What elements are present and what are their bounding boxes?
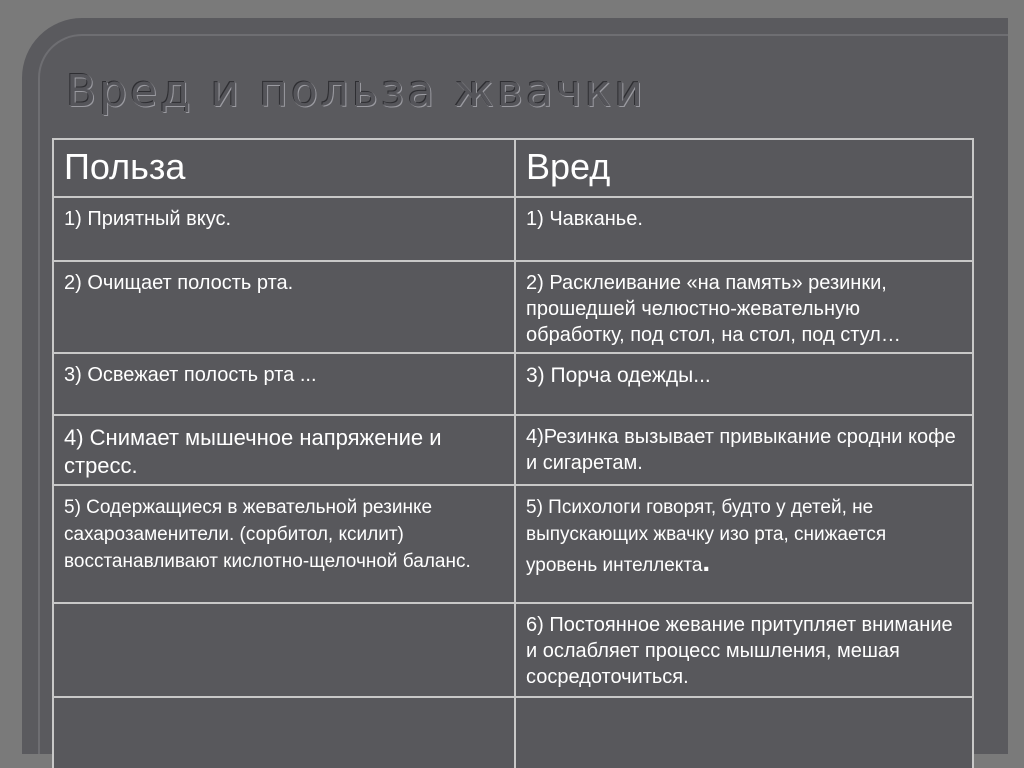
harm-cell-text: 5) Психологи говорят, будто у детей, не выпускающих жвачку изо рта, снижается уровень интеллекта: [526, 497, 887, 576]
benefit-cell-empty: [53, 697, 515, 768]
table-row: [53, 353, 973, 415]
table-row: [53, 603, 973, 697]
slide-title: Вред и польза жвачки: [66, 66, 646, 117]
table-row: [53, 261, 973, 353]
benefit-cell-empty: [53, 603, 515, 697]
benefit-cell: 5) Содержащиеся в жевательной резинке сахарозаменители. (сорбитол, ксилит) восстанавливают кислотно-щелочной баланс.: [53, 485, 515, 603]
harm-cell-period: .: [702, 546, 711, 577]
table-header-row: [53, 139, 973, 197]
harm-cell: 6) Постоянное жевание притупляет внимание и ослабляет процесс мышления, мешая сосредоточиться.: [515, 603, 973, 697]
benefit-cell: 1) Приятный вкус.: [53, 197, 515, 261]
benefit-cell: 3) Освежает полость рта ...: [53, 353, 515, 415]
harm-cell: 1) Чавканье.: [515, 197, 973, 261]
table-row: [53, 697, 973, 768]
comparison-table: [52, 138, 974, 768]
harm-cell-empty: [515, 697, 973, 768]
harm-cell: [515, 485, 973, 603]
header-benefit: Польза: [53, 139, 515, 197]
benefit-cell: 4) Снимает мышечное напряжение и стресс.: [53, 415, 515, 485]
benefit-cell: 2) Очищает полость рта.: [53, 261, 515, 353]
harm-cell: 2) Расклеивание «на память» резинки, прошедшей челюстно-жевательную обработку, под стол, на стол, под стул…: [515, 261, 973, 353]
header-harm: Вред: [515, 139, 973, 197]
table-row: [53, 415, 973, 485]
harm-cell: 3) Порча одежды...: [515, 353, 973, 415]
table-row: [53, 197, 973, 261]
table-row: [53, 485, 973, 603]
harm-cell: 4)Резинка вызывает привыкание сродни кофе и сигаретам.: [515, 415, 973, 485]
